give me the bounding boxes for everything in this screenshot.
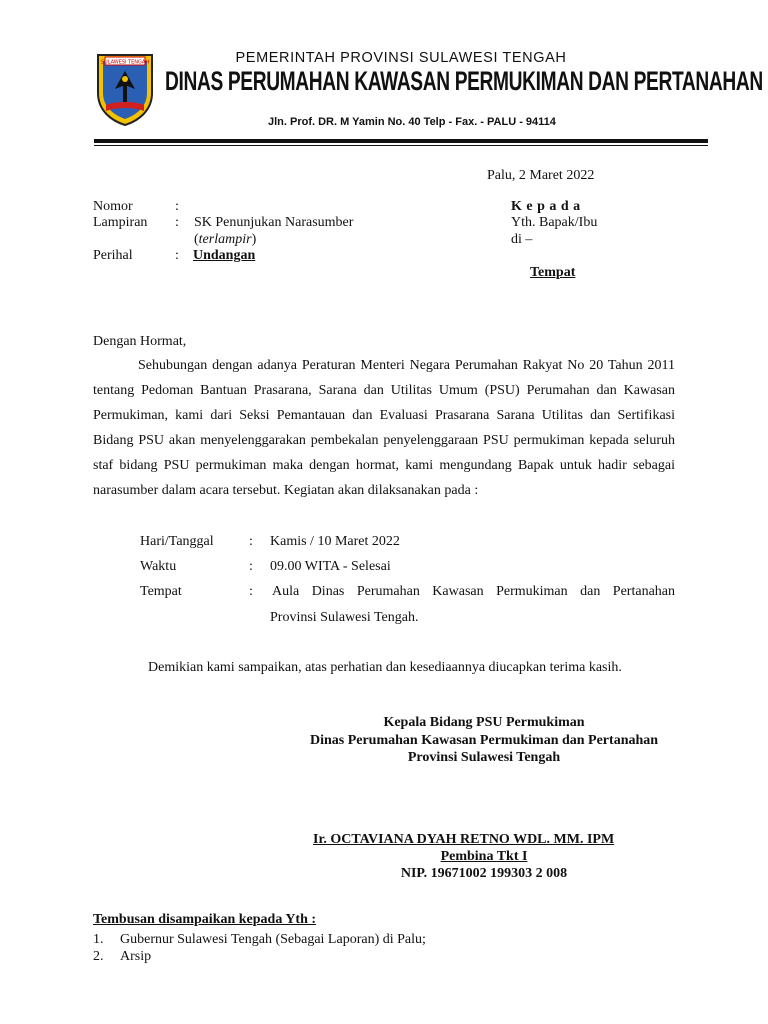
lampiran-value: SK Penunjukan Narasumber bbox=[194, 215, 354, 230]
paren-open: ( bbox=[194, 232, 199, 247]
schedule-colon: : bbox=[249, 559, 253, 574]
cc-item-text: Gubernur Sulawesi Tengah (Sebagai Laporan) di Palu; bbox=[120, 932, 426, 947]
perihal-label: Perihal bbox=[93, 248, 133, 263]
salutation: Dengan Hormat, bbox=[93, 334, 187, 349]
lampiran-colon: : bbox=[175, 215, 179, 230]
signature-position-1: Kepala Bidang PSU Permukiman bbox=[383, 715, 585, 730]
signatory-name: Ir. OCTAVIANA DYAH RETNO WDL. MM. IPM bbox=[313, 832, 615, 847]
cc-item-text: Arsip bbox=[120, 949, 152, 964]
schedule-value-date: Kamis / 10 Maret 2022 bbox=[270, 534, 400, 549]
schedule-value-place: Aula Dinas Perumahan Kawasan Permukiman dan Pertanahan bbox=[272, 584, 675, 599]
schedule-colon: : bbox=[249, 584, 253, 599]
emblem-banner-text: SULAWESI TENGAH bbox=[100, 59, 150, 66]
schedule-colon: : bbox=[249, 534, 253, 549]
government-name: PEMERINTAH PROVINSI SULAWESI TENGAH bbox=[235, 50, 567, 66]
header-divider-thin bbox=[94, 145, 708, 146]
cc-title: Tembusan disampaikan kepada Yth : bbox=[93, 912, 317, 927]
kepada-label: K e p a d a bbox=[511, 199, 581, 214]
cc-item-number: 2. bbox=[93, 949, 104, 964]
agency-address: Jln. Prof. DR. M Yamin No. 40 Telp - Fax. - PALU - 94114 bbox=[268, 116, 556, 128]
signatory-nip: NIP. 19671002 199303 2 008 bbox=[400, 866, 568, 881]
signatory-rank: Pembina Tkt I bbox=[440, 849, 528, 864]
nomor-colon: : bbox=[175, 199, 179, 214]
perihal-value: Undangan bbox=[193, 248, 256, 263]
schedule-value-time: 09.00 WITA - Selesai bbox=[270, 559, 391, 574]
body-paragraph: Sehubungan dengan adanya Peraturan Menteri Negara Perumahan Rakyat No 20 Tahun 2011 tentang Pedoman Bantuan Prasarana, Sarana dan Utilitas Umum (PSU) Perumahan dan Kawasan Permukiman, kami dari Seksi Pemantauan dan Evaluasi Prasarana Sarana Utilitas dan Sertifikasi Bidang PSU akan menyelenggarakan pembekalan penyelenggaraan PSU permukiman kepada seluruh staf bidang PSU permukiman maka dengan hormat, kami mengundang Bapak untuk hadir sebagai narasumber dalam acara tersebut. Kegiatan akan dilaksanakan pada : bbox=[93, 358, 675, 498]
signature-position-3: Provinsi Sulawesi Tengah bbox=[407, 750, 561, 765]
lampiran-label: Lampiran bbox=[93, 215, 148, 230]
cc-item-number: 1. bbox=[93, 932, 104, 947]
schedule-label-date: Hari/Tanggal bbox=[140, 534, 214, 549]
schedule-label-time: Waktu bbox=[140, 559, 177, 574]
agency-name: DINAS PERUMAHAN KAWASAN PERMUKIMAN DAN PERTANAHAN bbox=[165, 66, 763, 96]
signature-position-2: Dinas Perumahan Kawasan Permukiman dan Pertanahan bbox=[309, 733, 659, 748]
lampiran-note bbox=[194, 232, 256, 248]
schedule-value-place-line2: Provinsi Sulawesi Tengah. bbox=[270, 610, 419, 625]
perihal-colon: : bbox=[175, 248, 179, 263]
recipient-tempat: Tempat bbox=[530, 265, 576, 280]
header-divider-thick bbox=[94, 139, 708, 143]
closing-paragraph: Demikian kami sampaikan, atas perhatian dan kesediaannya diucapkan terima kasih. bbox=[148, 660, 622, 675]
paren-close: ) bbox=[251, 232, 257, 247]
recipient-yth: Yth. Bapak/Ibu bbox=[511, 215, 598, 230]
schedule-label-place: Tempat bbox=[140, 584, 182, 599]
letter-date: Palu, 2 Maret 2022 bbox=[487, 168, 595, 183]
recipient-di: di – bbox=[511, 232, 533, 247]
lampiran-note-text: terlampir bbox=[198, 232, 252, 247]
nomor-label: Nomor bbox=[93, 199, 133, 214]
